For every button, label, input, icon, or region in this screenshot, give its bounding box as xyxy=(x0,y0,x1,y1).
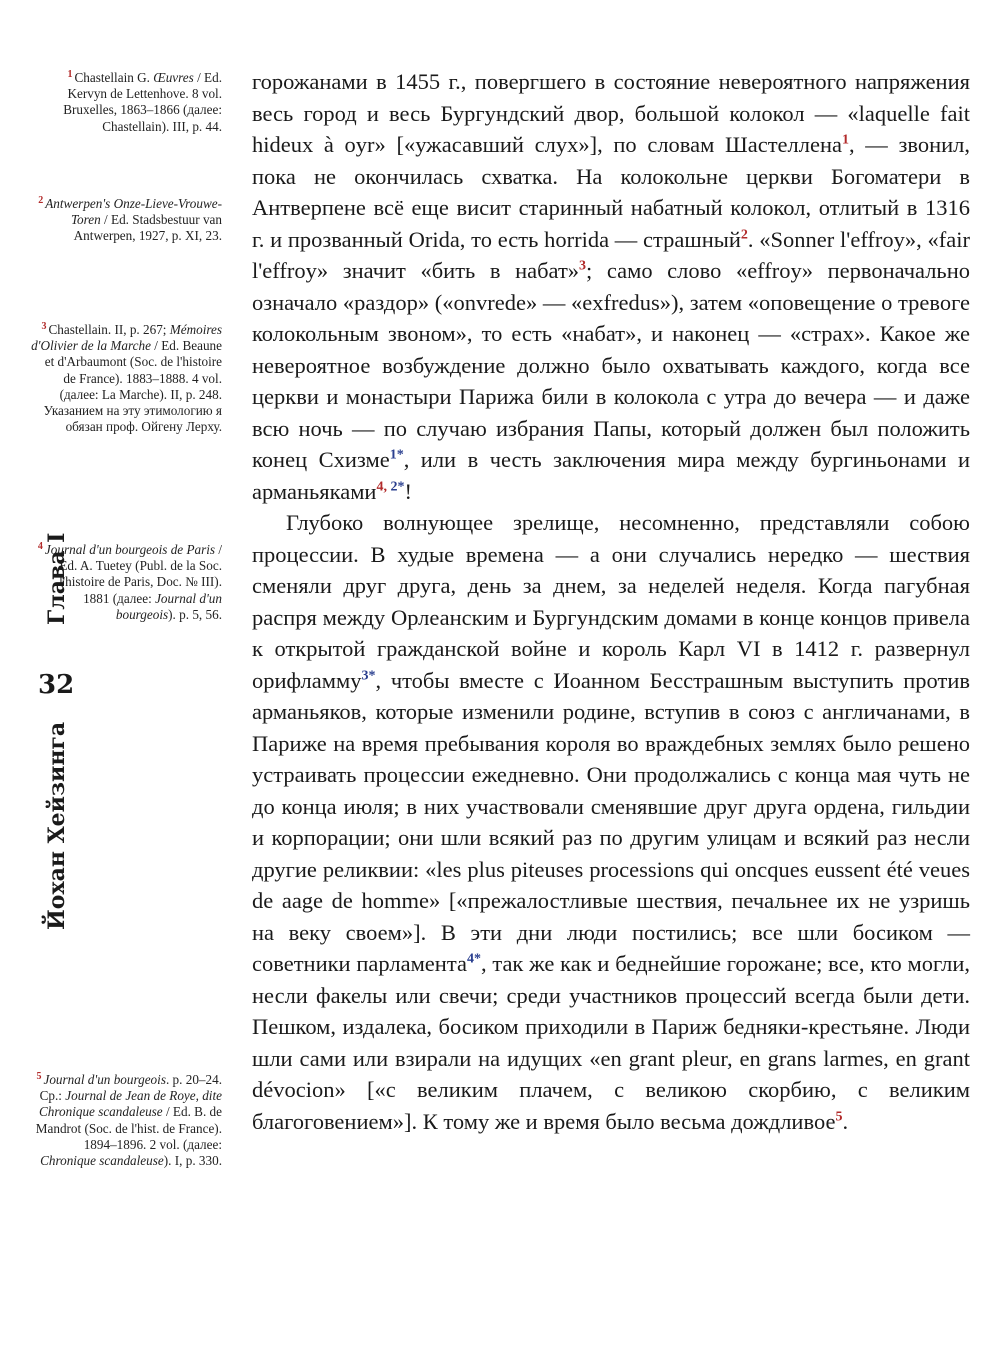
comment-ref: 1* xyxy=(389,447,404,463)
sidenote-number: 3 xyxy=(41,320,47,332)
sidenote-1: $^1$ Chastellain G. Œuvres / Ed. Kervyn de Lettenhove. 8 vol. Bruxelles, 1863–1866 (далее: Chastellain). III, p. 44. xyxy=(63,68,222,134)
running-head-author: Йохан Хейзинга xyxy=(44,721,70,930)
note-ref: 1 xyxy=(842,132,849,148)
paragraph: Глубоко волнующее зрелище, несомненно, представляли собою процессии. В худые времена — а они случались нередко — шествия сменяли друг друга, день за днем, за неделей неделя. Когда пагубная распря между Орлеанским и Бургундским домами в конце концов привела к открытой гражданской войне и король Карл VI в 1412 г. развернул орифламму$^{3*}$, чтобы вместе с Иоанном Бесстрашным выступить против арманьяков, которые изменили родине, вступив в союз с англичанами, в Париже на время пребывания короля во враждебных землях было решено устраивать процессии ежедневно. Они продолжались с конца мая чуть не до конца июля; в них участвовали сменявшие друг друга ордена, гильдии и корпорации; они шли всякий раз по другим улицам и всякий раз несли другие реликвии: «les plus piteuses processions qui oncques eussent été veues de aage de homme» [«прежалостливые шествия, печальнее их не узришь на веку своем»]. В эти дни люди постились; все шли босиком — советники парламента$^{4*}$, так же как и беднейшие горожане; все, кто могли, несли факелы или свечи; среди участников процессий всегда были дети. Пешком, издалека, босиком приходили в Париж бедняки-крестьяне. Люди шли сами или взирали на идущих «en grant pleur, en grans larmes, en grant dévocion» [«с великим плачем, с великою скорбию, с великим благоговением»]. К тому же и время было весьма дождливое$^5$. xyxy=(252,510,970,1134)
comment-ref: 3* xyxy=(361,668,376,683)
sidenote-number: 4 xyxy=(37,540,43,552)
comment-ref: 2* xyxy=(386,479,405,494)
sidenote-5: $^5$ Journal d'un bourgeois. p. 20–24. Ср.: Journal de Jean de Roye, dite Chronique scandaleuse / Ed. B. de Mandrot (Soc. de l'hist. de France). 1894–1896. 2 vol. (далее: Chronique scandaleuse). I, p. 330. xyxy=(35,1070,222,1169)
note-ref: 5 xyxy=(835,1109,843,1124)
sidenote-4: $^4$ Journal d'un bourgeois de Paris / Ed. A. Tuetey (Publ. de la Soc. l'histoire de Paris, Doc. № III). 1881 (далее: Journal d'un bourgeois). p. 5, 56. xyxy=(37,540,222,622)
running-head-chapter: Глава I xyxy=(44,532,70,625)
note-ref: 2 xyxy=(740,227,748,242)
page-number: 32 xyxy=(38,670,75,700)
sidenote-3: $^3$ Chastellain. II, p. 267; Mémoires d'Olivier de la Marche / Ed. Beaune et d'Arbaumont (Soc. de l'histoire de France). 1883–1888. 4 vol. (далее: La Marche). II, p. 248. Указанием на эту этимологию я обязан проф. Ойгену Лерху. xyxy=(31,320,222,435)
sidenote-number: 1 xyxy=(67,68,73,80)
main-text xyxy=(252,66,970,1137)
sidenote-number: 5 xyxy=(36,1070,42,1082)
sidenote-2: $^2$ Antwerpen's Onze-Lieve-Vrouwe-Toren / Ed. Stadsbestuur van Antwerpen, 1927, p. XI, 23. xyxy=(38,194,222,244)
paragraph: горожанами в 1455 г., повергшего в состояние невероятного напряжения весь город и весь Бургундский двор, большой колокол — «laquelle fait hideux à oyr» [«ужасавший слух»], по словам Шастеллена$^1$, — звонил, пока не окончилась схватка. На колокольне церкви Богоматери в Антверпене всё еще висит старинный набатный колокол, отлитый в 1316 г. и прозванный Orida, то есть horrida — страшный$^2$. «Sonner l'effroy», «fair l'effroy» значит «бить в набат»$^3$; само слово «effroy» первоначально означало «раздор» («onvrede» — «exfredus»), затем «оповещение о тревоге колокольным звоном», то есть «набат», и наконец — «страх». Какое же невероятное возбуждение должно было охватывать каждого, когда все церкви и монастыри Парижа били в колокола с утра до вечера — и даже всю ночь — по случаю избрания Папы, который должен был положить конец Схизме$^{1*}$, или в честь заключения мира между бургиньонами и арманьяками$^{4,}$ $^{2*}$! xyxy=(252,69,971,504)
note-ref: 3 xyxy=(579,258,587,274)
comment-ref: 4* xyxy=(466,951,481,967)
note-ref: 4, xyxy=(376,479,387,494)
sidenote-number: 2 xyxy=(38,194,44,206)
